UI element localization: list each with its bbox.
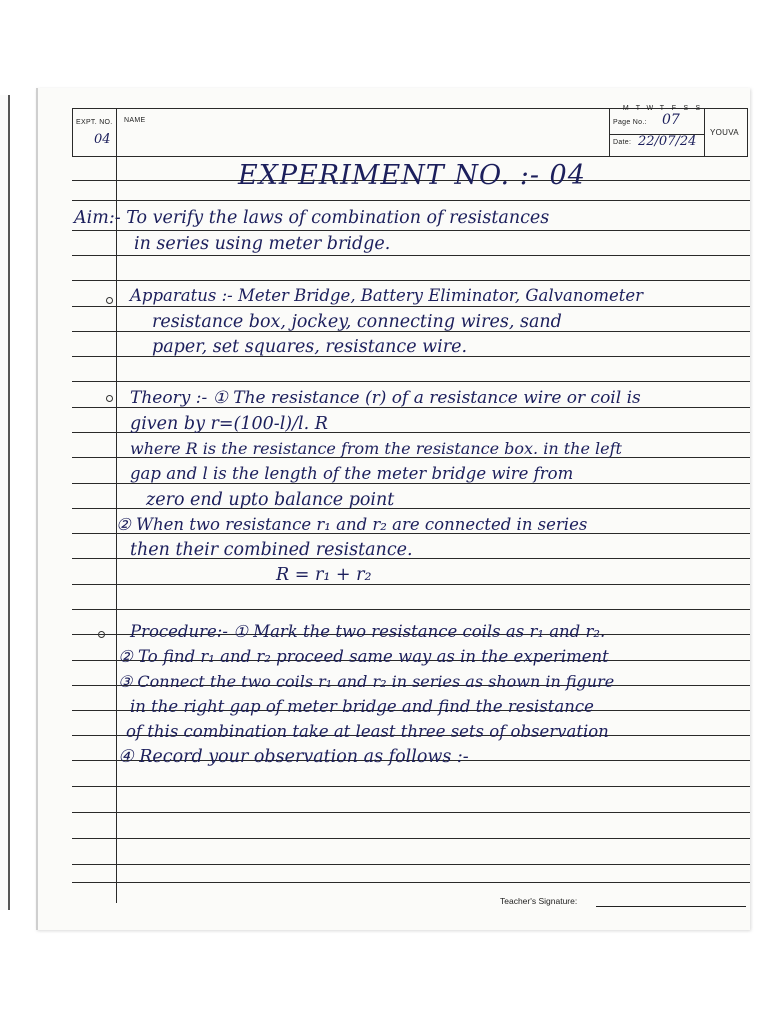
- page-no-value: 07: [662, 112, 680, 128]
- header-brand-sep: [704, 108, 705, 156]
- date-label: Date:: [613, 139, 632, 146]
- ruled-line: [72, 306, 750, 307]
- theory-line-1: Theory :- ① The resistance (r) of a resistance wire or coil is: [130, 388, 641, 408]
- ruled-line: [72, 230, 750, 231]
- aim-line-2: in series using meter bridge.: [134, 234, 391, 254]
- ruled-line: [72, 864, 750, 865]
- date-value: 22/07/24: [638, 134, 697, 149]
- adjacent-page-edge: [0, 95, 10, 910]
- ruled-line: [72, 280, 750, 281]
- weekday-letter: T: [635, 105, 641, 112]
- ruled-line: [72, 812, 750, 813]
- apparatus-bullet: [106, 297, 113, 304]
- weekday-letter: T: [659, 105, 665, 112]
- header-bottom-rule: [72, 156, 748, 157]
- ruled-line: [72, 786, 750, 787]
- theory-line-2: given by r=(100-l)/l. R: [130, 414, 328, 434]
- ruled-line: [72, 381, 750, 382]
- ruled-line: [72, 483, 750, 484]
- ruled-line: [72, 882, 750, 883]
- procedure-line-2: ② To find r₁ and r₂ proceed same way as in the experiment: [118, 647, 609, 666]
- theory-line-7: then their combined resistance.: [130, 540, 413, 560]
- procedure-line-1: Procedure:- ① Mark the two resistance coils as r₁ and r₂.: [130, 622, 606, 641]
- apparatus-line-2: resistance box, jockey, connecting wires, sand: [152, 312, 562, 332]
- theory-line-5: zero end upto balance point: [146, 490, 395, 510]
- page-header: [72, 105, 748, 156]
- experiment-title: EXPERIMENT NO. :- 04: [238, 160, 586, 191]
- theory-formula: R = r₁ + r₂: [276, 565, 372, 585]
- header-right-edge: [747, 108, 748, 156]
- theory-line-6: ② When two resistance r₁ and r₂ are connected in series: [116, 515, 588, 534]
- weekday-letter: F: [671, 105, 677, 112]
- ruled-line: [72, 584, 750, 585]
- notebook-page: [36, 88, 750, 930]
- header-page-sep: [609, 108, 610, 156]
- ruled-line: [72, 200, 750, 201]
- theory-line-4: gap and l is the length of the meter bridge wire from: [130, 464, 574, 483]
- theory-bullet: [106, 395, 113, 402]
- weekday-letter: S: [683, 105, 689, 112]
- ruled-line: [72, 255, 750, 256]
- apparatus-line-1: Apparatus :- Meter Bridge, Battery Eliminator, Galvanometer: [130, 286, 644, 305]
- procedure-line-3: ③ Connect the two coils r₁ and r₂ in series as shown in figure: [118, 672, 615, 691]
- weekday-letter: M: [622, 105, 630, 112]
- procedure-line-5: of this combination take at least three sets of observation: [126, 722, 609, 741]
- brand-label: YOUVA: [710, 128, 739, 137]
- aim-line-1: Aim:- To verify the laws of combination of resistances: [74, 208, 550, 228]
- page-no-label: Page No.:: [613, 119, 647, 126]
- teacher-signature-line: [596, 906, 746, 907]
- weekday-letter: S: [695, 105, 701, 112]
- procedure-bullet: [98, 631, 105, 638]
- ruled-line: [72, 609, 750, 610]
- weekday-letter: W: [646, 105, 654, 112]
- name-label: NAME: [124, 117, 146, 124]
- expt-number: 04: [94, 132, 111, 147]
- theory-line-3: where R is the resistance from the resistance box. in the left: [130, 439, 622, 458]
- expt-label: EXPT. NO.: [76, 119, 113, 126]
- procedure-line-4: in the right gap of meter bridge and find the resistance: [130, 697, 594, 716]
- procedure-line-6: ④ Record your observation as follows :-: [118, 747, 469, 767]
- apparatus-line-3: paper, set squares, resistance wire.: [152, 337, 468, 357]
- ruled-line: [72, 838, 750, 839]
- teacher-signature-label: Teacher's Signature:: [500, 896, 578, 906]
- header-left-edge: [72, 108, 73, 156]
- weekday-row: [620, 105, 704, 112]
